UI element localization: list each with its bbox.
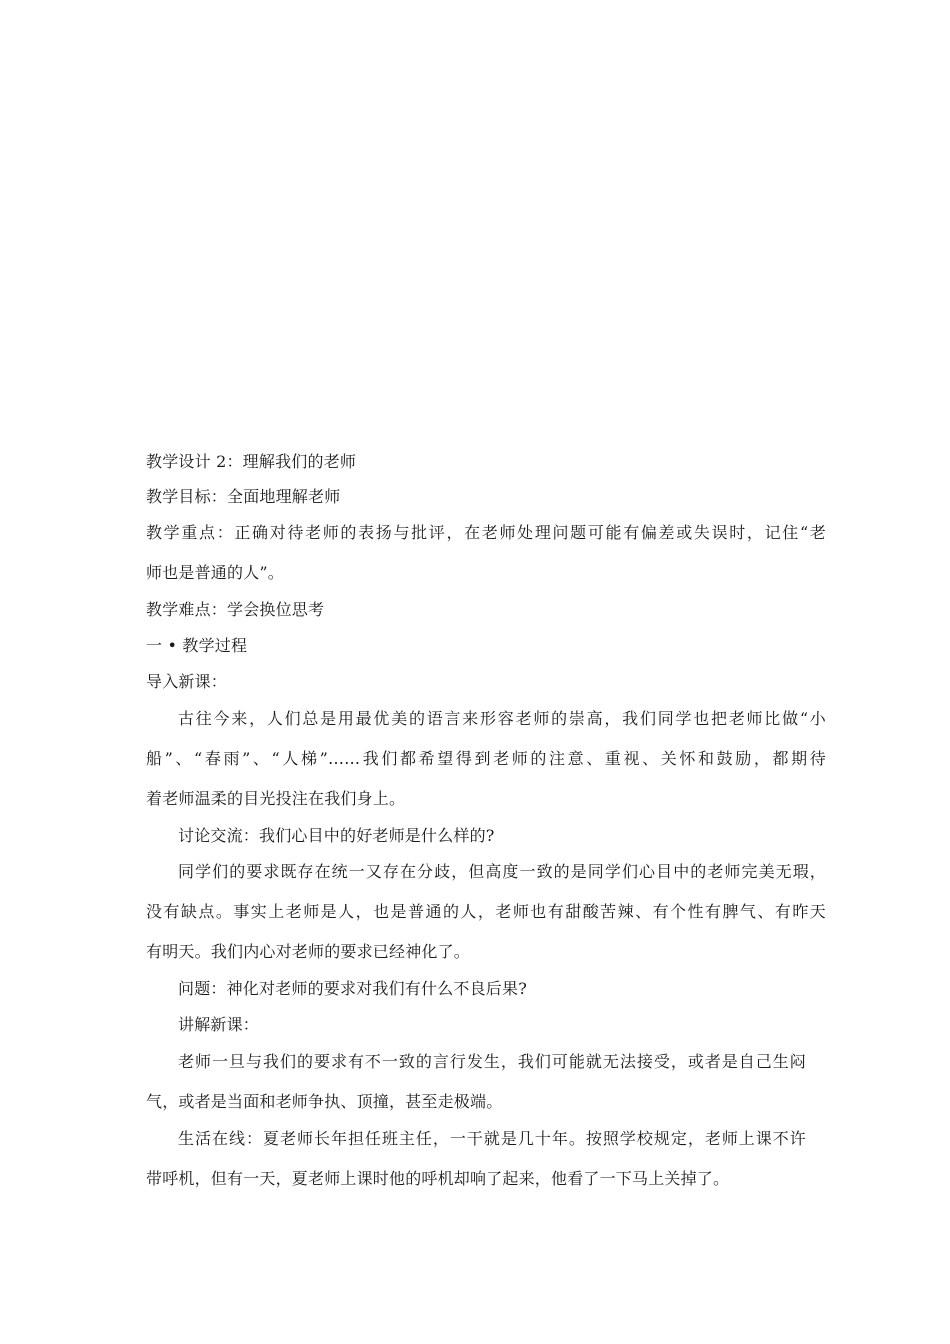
paragraph-discussion-line-3: 有明天。我们内心对老师的要求已经神化了。 [146, 942, 471, 961]
teaching-focus-line-2: 师也是普通的人”。 [146, 563, 284, 582]
paragraph-life-online-line-1: 生活在线：夏老师长年担任班主任，一干就是几十年。按照学校规定，老师上课不许 [178, 1129, 806, 1148]
paragraph-intro-line-1: 古往今来，人们总是用最优美的语言来形容老师的崇高，我们同学也把老师比做“小 [178, 709, 826, 728]
section-teaching-process: 一 • 教学过程 [146, 636, 248, 655]
teaching-goal: 教学目标：全面地理解老师 [146, 487, 341, 506]
question-prompt: 问题：神化对老师的要求对我们有什么不良后果? [178, 979, 527, 998]
discussion-prompt: 讨论交流：我们心目中的好老师是什么样的? [178, 826, 495, 845]
paragraph-lecture-line-2: 气，或者是当面和老师争执、顶撞，甚至走极端。 [146, 1092, 503, 1111]
paragraph-lecture-line-1: 老师一旦与我们的要求有不一致的言行发生，我们可能就无法接受，或者是自己生闷 [178, 1052, 806, 1071]
paragraph-intro-line-2: 船”、“春雨”、“人梯”……我们都希望得到老师的注意、重视、关怀和鼓励，都期待 [146, 749, 826, 768]
paragraph-life-online-line-2: 带呼机，但有一天，夏老师上课时他的呼机却响了起来，他看了一下马上关掉了。 [146, 1169, 730, 1188]
paragraph-discussion-line-1: 同学们的要求既存在统一又存在分歧，但高度一致的是同学们心目中的老师完美无瑕， [178, 862, 826, 881]
lesson-heading: 教学设计 2：理解我们的老师 [146, 452, 357, 471]
intro-label: 导入新课： [146, 672, 228, 691]
lecture-label: 讲解新课： [178, 1015, 260, 1034]
teaching-difficulty: 教学难点：学会换位思考 [146, 600, 325, 619]
teaching-focus-line-1: 教学重点：正确对待老师的表扬与批评，在老师处理问题可能有偏差或失误时，记住“老 [146, 523, 826, 542]
paragraph-discussion-line-2: 没有缺点。事实上老师是人，也是普通的人，老师也有甜酸苦辣、有个性有脾气、有昨天 [146, 902, 826, 921]
paragraph-intro-line-3: 着老师温柔的目光投注在我们身上。 [146, 789, 406, 808]
